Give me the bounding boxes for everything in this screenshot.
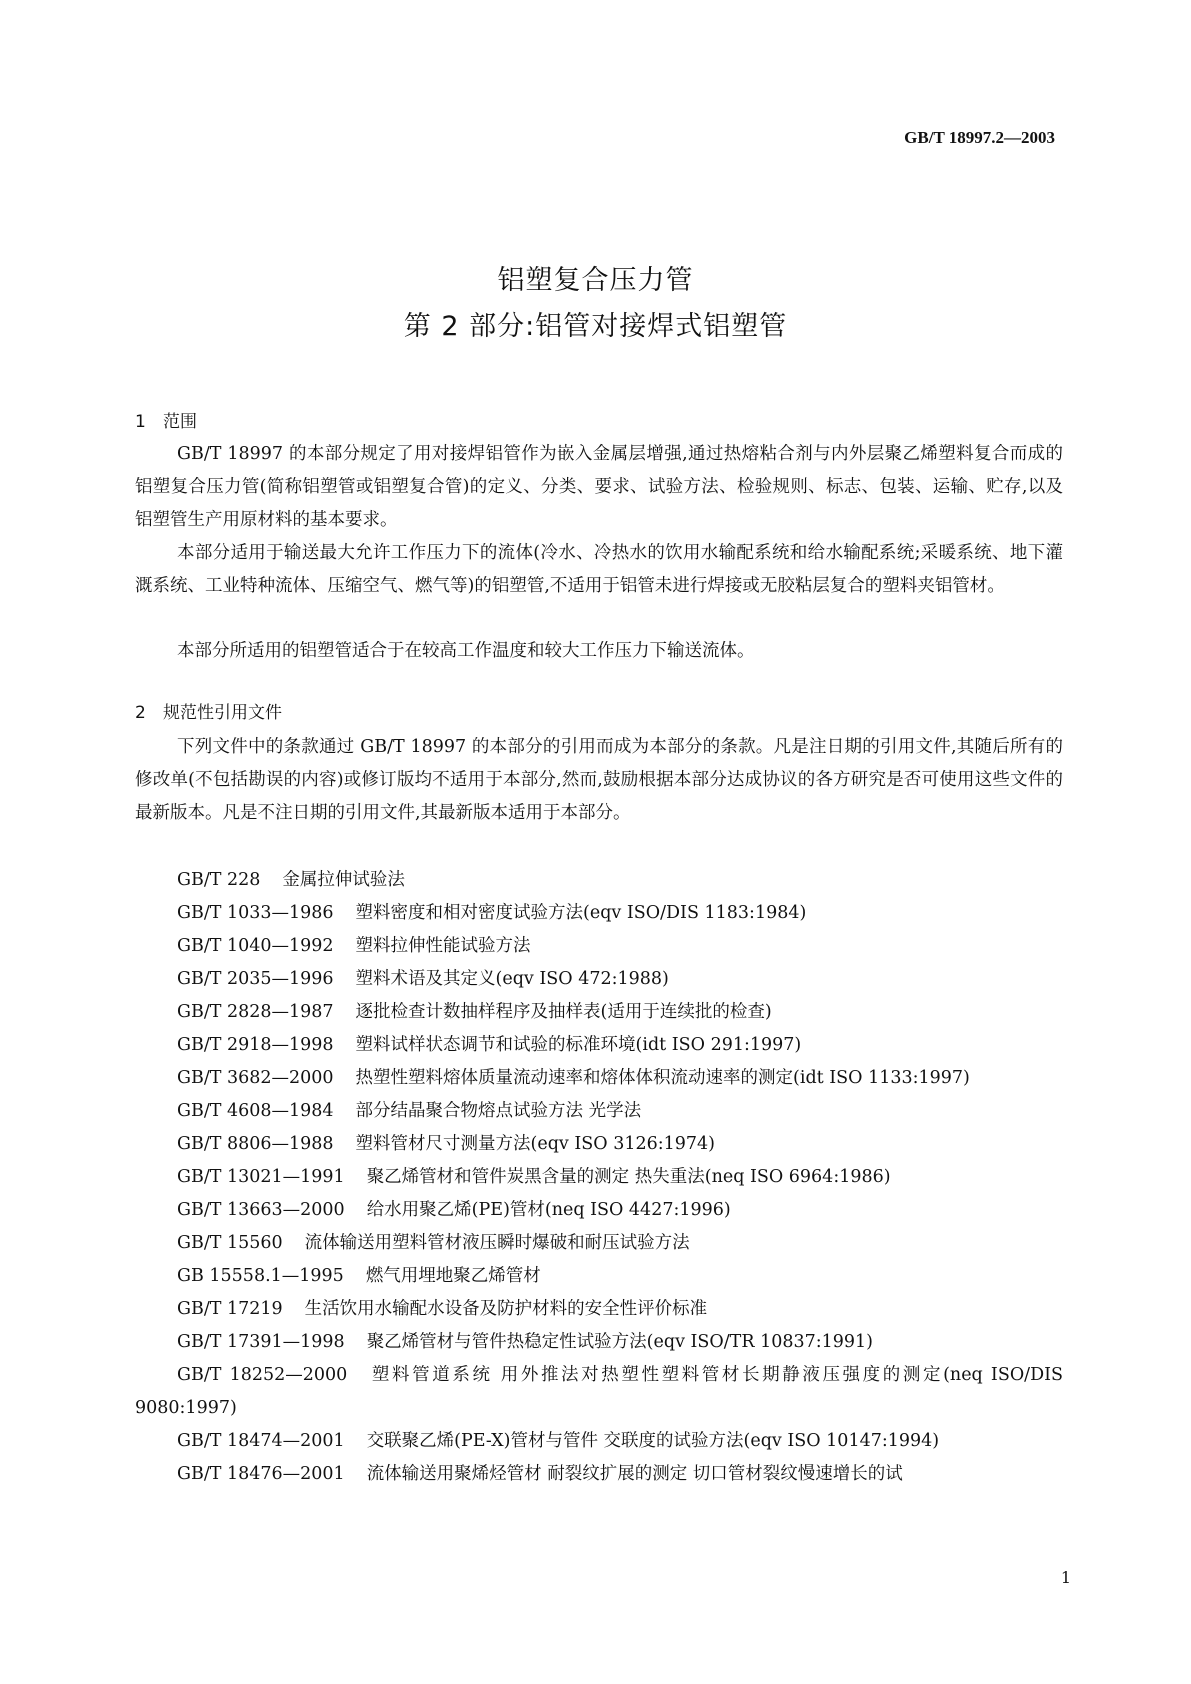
reference-item (135, 1062, 1063, 1095)
reference-code: GB/T 13663—2000 (177, 1200, 345, 1220)
reference-title: 流体输送用塑料管材液压瞬时爆破和耐压试验方法 (304, 1233, 690, 1253)
reference-code: GB/T 17219 (177, 1299, 283, 1319)
reference-code: GB/T 2828—1987 (177, 1002, 334, 1022)
section-title: 范围 (163, 412, 197, 432)
reference-title: 塑料管材尺寸测量方法(eqv ISO 3126:1974) (355, 1134, 715, 1154)
reference-item (135, 1326, 1063, 1359)
paragraph: 本部分适用于输送最大允许工作压力下的流体(冷水、冷热水的饮用水输配系统和给水输配系统;采暖系统、地下灌溉系统、工业特种流体、压缩空气、燃气等)的铝塑管,不适用于铝管未进行焊接或无胶粘层复合的塑料夹铝管材。 (135, 543, 1063, 596)
document-title: 铝塑复合压力管 (497, 265, 694, 296)
reference-code: GB/T 8806—1988 (177, 1134, 334, 1154)
reference-code: GB/T 18252—2000 (177, 1365, 348, 1385)
reference-item (135, 1161, 1063, 1194)
reference-list (135, 864, 1063, 1491)
document-subtitle: 第 2 部分:铝管对接焊式铝塑管 (403, 311, 788, 342)
reference-code: GB/T 1033—1986 (177, 903, 334, 923)
reference-code: GB/T 17391—1998 (177, 1332, 345, 1352)
reference-item (135, 1359, 1063, 1425)
reference-code: GB 15558.1—1995 (177, 1266, 344, 1286)
reference-item (135, 1128, 1063, 1161)
reference-title: 部分结晶聚合物熔点试验方法 光学法 (355, 1101, 642, 1121)
reference-item (135, 1293, 1063, 1326)
reference-code: GB/T 228 (177, 870, 261, 890)
reference-item (135, 897, 1063, 930)
reference-title: 塑料管道系统 用外推法对热塑性塑料管材长期静液压强度的测定(neq ISO/DIS 9080:1997) (135, 1365, 1063, 1418)
reference-code: GB/T 3682—2000 (177, 1068, 334, 1088)
paragraph: GB/T 18997 的本部分规定了用对接焊铝管作为嵌入金属层增强,通过热熔粘合剂与内外层聚乙烯塑料复合而成的铝塑复合压力管(简称铝塑管或铝塑复合管)的定义、分类、要求、试验方法、检验规则、标志、包装、运输、贮存,以及铝塑管生产用原材料的基本要求。 (135, 444, 1063, 530)
page-number: 1 (1060, 1568, 1071, 1587)
reference-item (135, 963, 1063, 996)
reference-title: 聚乙烯管材与管件热稳定性试验方法(eqv ISO/TR 10837:1991) (366, 1332, 874, 1352)
reference-item (135, 1227, 1063, 1260)
reference-code: GB/T 18476—2001 (177, 1464, 345, 1484)
reference-title: 给水用聚乙烯(PE)管材(neq ISO 4427:1996) (366, 1200, 731, 1220)
paragraph: 下列文件中的条款通过 GB/T 18997 的本部分的引用而成为本部分的条款。凡是注日期的引用文件,其随后所有的修改单(不包括勘误的内容)或修订版均不适用于本部分,然而,鼓励根据本部分达成协议的各方研究是否可使用这些文件的最新版本。凡是不注日期的引用文件,其最新版本适用于本部分。 (135, 737, 1063, 823)
reference-code: GB/T 2035—1996 (177, 969, 334, 989)
reference-code: GB/T 13021—1991 (177, 1167, 345, 1187)
reference-code: GB/T 2918—1998 (177, 1035, 334, 1055)
reference-title: 热塑性塑料熔体质量流动速率和熔体体积流动速率的测定(idt ISO 1133:1997) (355, 1068, 970, 1088)
reference-item (135, 1458, 1063, 1491)
section-2-heading (135, 698, 282, 723)
reference-item (135, 1260, 1063, 1293)
reference-item (135, 1194, 1063, 1227)
section-number: 1 (135, 412, 146, 432)
reference-item (135, 1425, 1063, 1458)
reference-code: GB/T 18474—2001 (177, 1431, 345, 1451)
reference-code: GB/T 1040—1992 (177, 936, 334, 956)
reference-title: 塑料密度和相对密度试验方法(eqv ISO/DIS 1183:1984) (355, 903, 807, 923)
section-number: 2 (135, 703, 146, 723)
standard-number: GB/T 18997.2—2003 (904, 128, 1055, 147)
reference-title: 流体输送用聚烯烃管材 耐裂纹扩展的测定 切口管材裂纹慢速增长的试 (366, 1464, 903, 1484)
section-1-heading (135, 407, 197, 432)
reference-item (135, 996, 1063, 1029)
reference-item (135, 1095, 1063, 1128)
reference-title: 燃气用埋地聚乙烯管材 (365, 1266, 541, 1286)
reference-item (135, 1029, 1063, 1062)
reference-item (135, 930, 1063, 963)
paragraph: 本部分所适用的铝塑管适合于在较高工作温度和较大工作压力下输送流体。 (177, 641, 755, 661)
reference-title: 生活饮用水输配水设备及防护材料的安全性评价标准 (304, 1299, 708, 1319)
reference-title: 塑料试样状态调节和试验的标准环境(idt ISO 291:1997) (355, 1035, 802, 1055)
reference-code: GB/T 15560 (177, 1233, 283, 1253)
reference-code: GB/T 4608—1984 (177, 1101, 334, 1121)
reference-item (135, 864, 1063, 897)
reference-title: 聚乙烯管材和管件炭黑含量的测定 热失重法(neq ISO 6964:1986) (366, 1167, 891, 1187)
reference-title: 塑料拉伸性能试验方法 (355, 936, 531, 956)
reference-title: 塑料术语及其定义(eqv ISO 472:1988) (355, 969, 669, 989)
section-title: 规范性引用文件 (163, 703, 282, 723)
reference-title: 交联聚乙烯(PE-X)管材与管件 交联度的试验方法(eqv ISO 10147:1994) (366, 1431, 940, 1451)
reference-title: 逐批检查计数抽样程序及抽样表(适用于连续批的检查) (355, 1002, 772, 1022)
reference-title: 金属拉伸试验法 (282, 870, 405, 890)
